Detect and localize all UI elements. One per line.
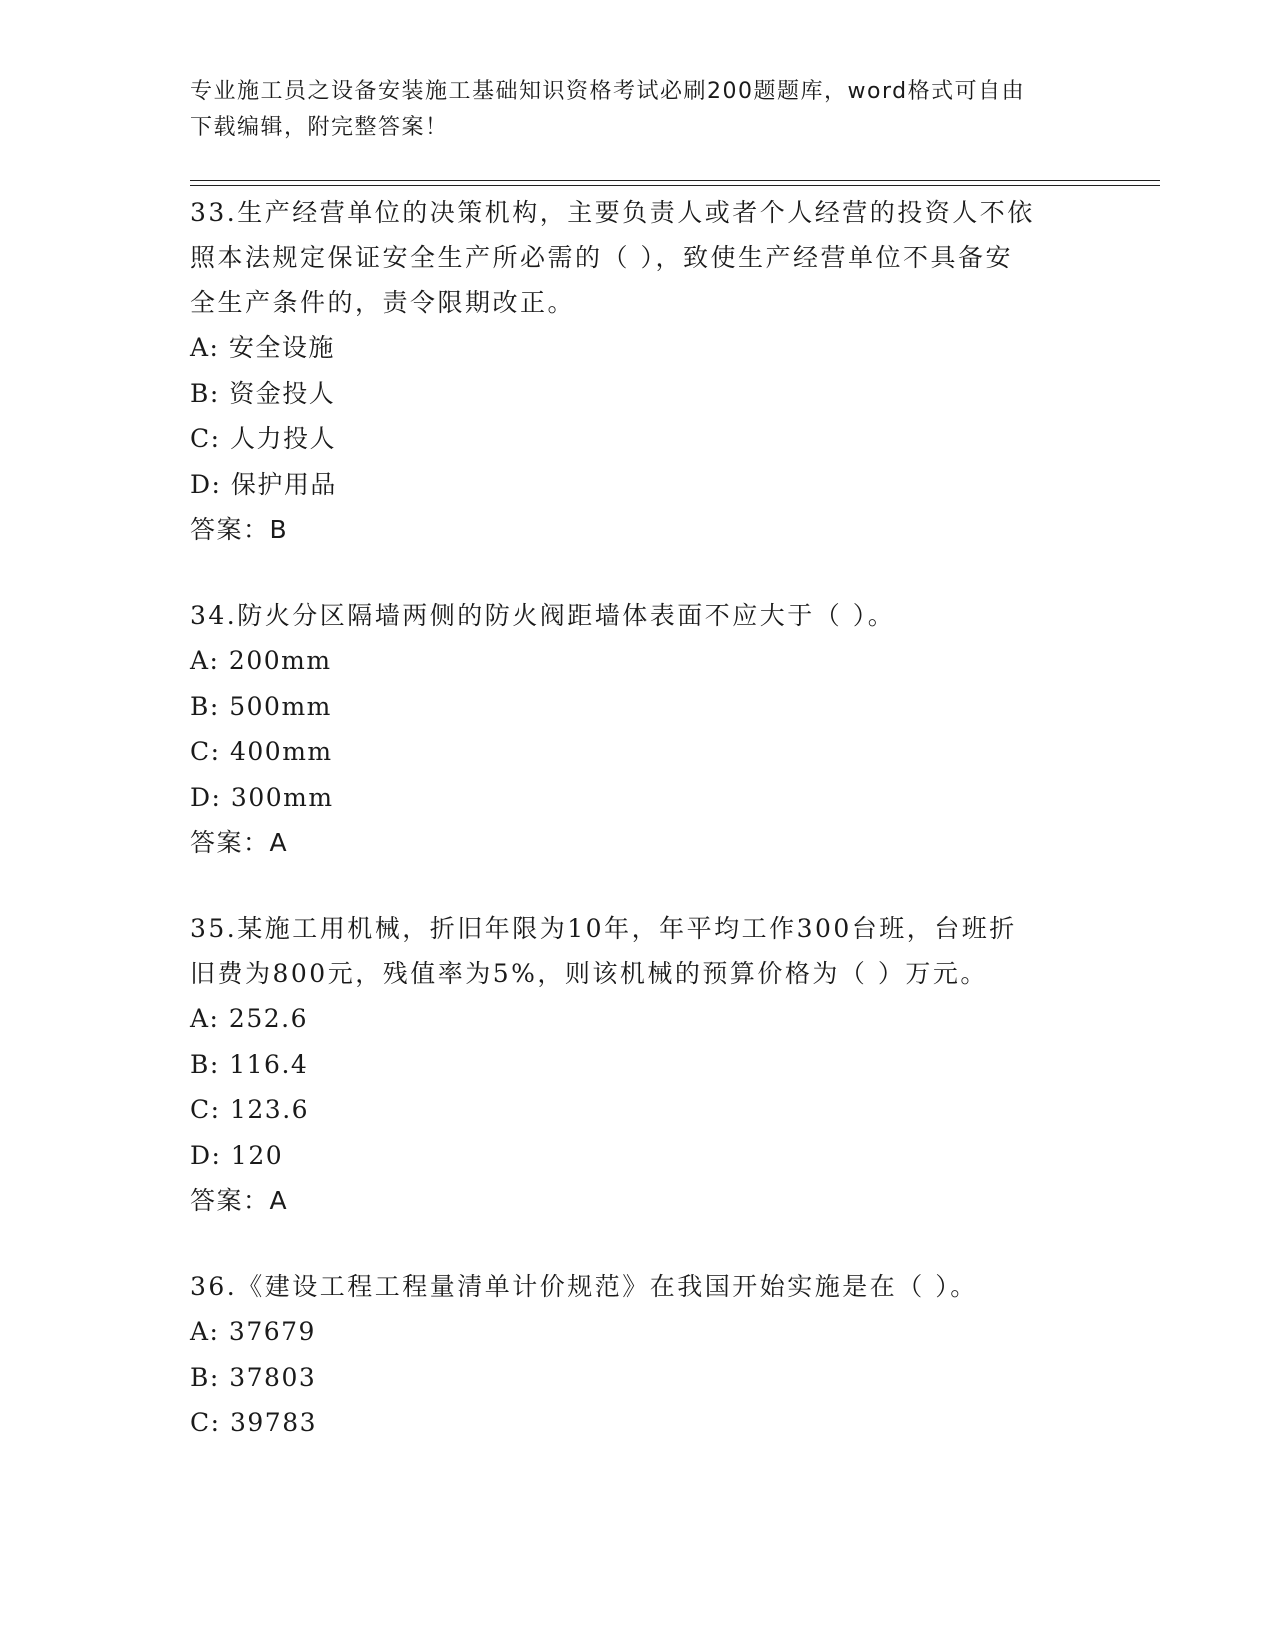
option-c: C: 400mm bbox=[190, 737, 333, 766]
header-divider-bottom bbox=[190, 185, 1160, 186]
question-stem-line: 33.生产经营单位的决策机构，主要负责人或者个人经营的投资人不依 bbox=[190, 198, 1035, 227]
question-stem-line: 全生产条件的，责令限期改正。 bbox=[190, 288, 576, 317]
option-a: A: 安全设施 bbox=[190, 333, 335, 362]
question-stem-line: 旧费为800元，残值率为5%，则该机械的预算价格为（ ）万元。 bbox=[190, 959, 988, 988]
option-d: D: 120 bbox=[190, 1140, 284, 1170]
option-b: B: 500mm bbox=[190, 691, 332, 721]
question-stem-line: 34.防火分区隔墙两侧的防火阀距墙体表面不应大于（ ）。 bbox=[190, 601, 896, 630]
option-c: C: 123.6 bbox=[190, 1095, 310, 1124]
option-a: A: 200mm bbox=[190, 646, 332, 675]
header-line-1: 专业施工员之设备安装施工基础知识资格考试必刷200题题库，word格式可自由 bbox=[190, 79, 1026, 104]
answer: 答案：A bbox=[190, 1186, 289, 1215]
option-d: D: 保护用品 bbox=[190, 469, 337, 499]
document-header bbox=[190, 74, 1090, 146]
header-line-2: 下载编辑，附完整答案！ bbox=[190, 115, 449, 140]
option-b: B: 116.4 bbox=[190, 1049, 309, 1079]
option-a: A: 37679 bbox=[190, 1317, 316, 1346]
option-d: D: 300mm bbox=[190, 782, 334, 812]
question-33 bbox=[190, 190, 1090, 553]
question-36 bbox=[190, 1264, 1090, 1446]
option-c: C: 39783 bbox=[190, 1408, 318, 1437]
option-b: B: 37803 bbox=[190, 1362, 317, 1392]
question-list bbox=[190, 190, 1090, 1486]
option-c: C: 人力投人 bbox=[190, 424, 336, 453]
answer: 答案：A bbox=[190, 828, 289, 857]
option-b: B: 资金投人 bbox=[190, 378, 336, 408]
answer: 答案：B bbox=[190, 515, 289, 544]
question-stem-line: 35.某施工用机械，折旧年限为10年，年平均工作300台班，台班折 bbox=[190, 914, 1017, 943]
option-a: A: 252.6 bbox=[190, 1004, 308, 1033]
question-stem-line: 照本法规定保证安全生产所必需的（ ），致使生产经营单位不具备安 bbox=[190, 243, 1013, 272]
question-35 bbox=[190, 906, 1090, 1224]
question-34 bbox=[190, 593, 1090, 866]
header-divider-top bbox=[190, 180, 1160, 181]
question-stem-line: 36.《建设工程工程量清单计价规范》在我国开始实施是在（ ）。 bbox=[190, 1272, 978, 1301]
